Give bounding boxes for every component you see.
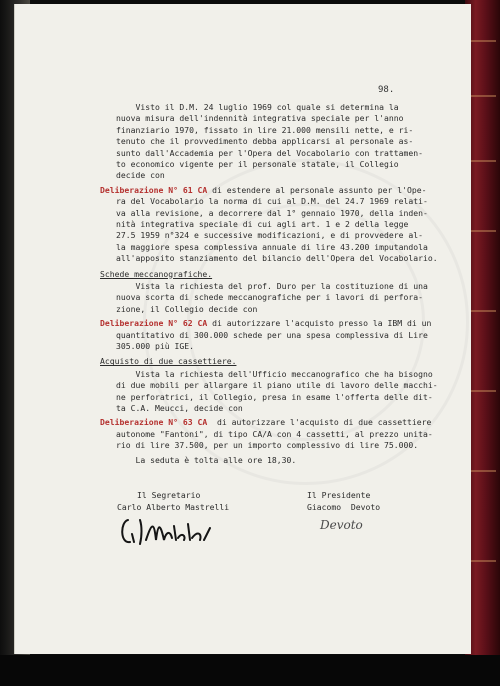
text-line: ne perforatrici, il Collegio, presa in esame l'offerta delle dit- bbox=[116, 391, 433, 402]
text-line: va alla revisione, a decorrere dal 1° gennaio 1970, della inden- bbox=[116, 207, 428, 218]
text-line: tenuto che il provvedimento debba applicarsi al personale as- bbox=[116, 136, 414, 147]
deliberation-text: di estendere al personale assunto per l'Ope- bbox=[207, 184, 427, 195]
deliberation-text: di autorizzare l'acquisto di due cassettiere bbox=[207, 417, 432, 428]
text-line: di due mobili per allargare il piano utile di lavoro delle macchi- bbox=[116, 380, 438, 391]
secretary-signature-image bbox=[118, 512, 230, 550]
deliberation-line bbox=[100, 417, 431, 428]
secretary-name: Carlo Alberto Mastrelli bbox=[117, 502, 230, 512]
text-line: ra del Vocabolario la norma di cui al D.M. del 24.7 1969 relati- bbox=[116, 196, 428, 207]
text-line: all'apposito stanziamento del bilancio dell'Opera del Vocabolario. bbox=[116, 253, 438, 264]
text-line: La seduta è tolta alle ore 18,30. bbox=[116, 454, 297, 465]
section-heading: Acquisto di due cassettiere. bbox=[100, 356, 237, 367]
president-signature: Devoto bbox=[320, 518, 363, 532]
text-line: Visto il D.M. 24 luglio 1969 col quale si determina la bbox=[116, 102, 399, 112]
text-line: to economico vigente per il personale statale, il Collegio bbox=[116, 159, 399, 169]
secretary-signature-text: C.A. Mastrelli bbox=[118, 512, 127, 513]
text-line: rio di lire 37.500, per un importo complessivo di lire 75.000. bbox=[116, 440, 419, 451]
president-role: Il Presidente bbox=[307, 490, 371, 500]
text-line: autonome "Fantoni", di tipo CA/A con 4 cassetti, al prezzo unita- bbox=[116, 428, 433, 439]
deliberation-text: di autorizzare l'acquisto presso la IBM di un bbox=[207, 318, 432, 329]
text-line: quantitativo di 300.000 schede per una spesa complessiva di Lire bbox=[116, 329, 428, 340]
deliberation-label: Deliberazione N° 62 CA bbox=[100, 318, 208, 329]
deliberation-line bbox=[100, 318, 431, 329]
president-name: Giacomo Devoto bbox=[307, 502, 381, 512]
text-line: Vista la richiesta del prof. Duro per la costituzione di una bbox=[116, 281, 428, 291]
deliberation-label: Deliberazione N° 61 CA bbox=[100, 184, 208, 195]
section-heading: Schede meccanografiche. bbox=[100, 268, 213, 279]
text-line: la maggiore spesa complessiva annuale di lire 43.200 imputandola bbox=[116, 241, 428, 252]
deliberation-line bbox=[100, 185, 426, 196]
text-line: 305.000 più IGE. bbox=[116, 341, 194, 351]
secretary-role: Il Segretario bbox=[137, 490, 201, 500]
text-line: nità integrativa speciale di cui agli art. 1 e 2 della legge bbox=[116, 219, 409, 229]
text-line: finanziario 1970, fissato in lire 21.000 mensili nette, e ri- bbox=[116, 124, 414, 135]
text-line: nuova scorta di schede meccanografiche per i lavori di perfora- bbox=[116, 292, 423, 303]
deliberation-label: Deliberazione N° 63 CA bbox=[100, 417, 208, 428]
background-surface bbox=[0, 655, 500, 686]
text-line: zione, il Collegio decide con bbox=[116, 303, 258, 314]
text-line: sunto dall'Accademia per l'Opera del Vocabolario con trattamen- bbox=[116, 147, 423, 158]
text-line: Vista la richiesta dell'Ufficio meccanografico che ha bisogno bbox=[116, 368, 433, 379]
text-line: decide con bbox=[116, 170, 165, 181]
text-line: ta C.A. Meucci, decide con bbox=[116, 403, 243, 413]
text-line: nuova misura dell'indennità integrativa speciale per l'anno bbox=[116, 113, 404, 124]
text-line: 27.5 1959 n°324 e successive modificazioni, e di provvedere al- bbox=[116, 230, 423, 241]
page-number: 98. bbox=[378, 85, 395, 95]
